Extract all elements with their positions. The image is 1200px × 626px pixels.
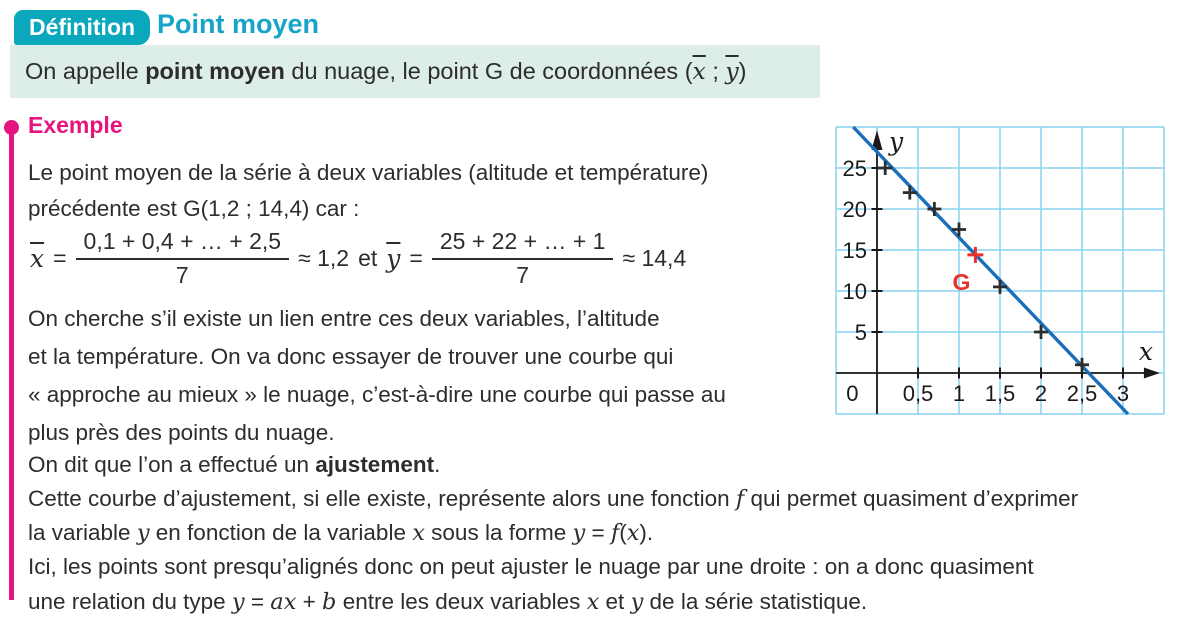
equals-sign: =	[53, 245, 67, 271]
paragraph-line: Cette courbe d’ajustement, si elle existe, représente alors une fonction f qui permet quasiment d’exprimer	[28, 486, 1079, 512]
fit-line	[853, 127, 1128, 414]
scatter-chart	[835, 126, 1165, 416]
paragraph-line: Ici, les points sont presqu’alignés donc on peut ajuster le nuage par une droite : on a donc quasiment	[28, 554, 1034, 579]
x-mean-fraction	[76, 228, 290, 289]
x-axis-arrow-icon	[1144, 368, 1160, 379]
x-tick-label: 1,5	[984, 381, 1016, 406]
y-mean-result: ≈ 14,4	[622, 245, 687, 271]
origin-label: 0	[846, 381, 859, 406]
x-bar-symbol: $\overline{x}$	[30, 244, 45, 273]
paragraph-line: une relation du type y = ax + b entre les deux variables x et y de la série statistique.	[28, 589, 868, 615]
x-axis-label: x	[1138, 337, 1154, 366]
paragraph-line: On cherche s’il existe un lien entre ces deux variables, l’altitude	[28, 306, 660, 331]
x-tick-label: 3	[1116, 381, 1130, 406]
x-fraction-numerator: 0,1 + 0,4 + … + 2,5	[76, 228, 290, 260]
definition-badge: Définition	[14, 10, 150, 45]
x-tick-label: 2,5	[1066, 381, 1098, 406]
example-left-rule	[9, 127, 14, 600]
x-fraction-denominator: 7	[175, 262, 189, 288]
y-fraction-numerator: 25 + 22 + … + 1	[432, 228, 614, 260]
y-tick-label: 20	[842, 197, 867, 222]
x-mean-result: ≈ 1,2	[298, 245, 350, 271]
definition-text: On appelle point moyen du nuage, le point G de coordonnées ($\overline{x}$ ; $\overline{y}$)	[10, 45, 820, 98]
y-bar-symbol: $\overline{y}$	[386, 244, 401, 273]
page-title: Point moyen	[157, 9, 320, 39]
example-heading: Exemple	[28, 112, 123, 138]
mean-point-label: G	[952, 268, 971, 295]
paragraph-line: et la température. On va donc essayer de trouver une courbe qui	[28, 344, 674, 369]
paragraph-line: plus près des points du nuage.	[28, 420, 335, 445]
y-tick-label: 10	[842, 279, 867, 304]
equals-sign: =	[409, 245, 423, 271]
paragraph-line: Le point moyen de la série à deux variables (altitude et température)	[28, 160, 709, 185]
mean-point-G	[952, 247, 983, 295]
paragraph-line: On dit que l’on a effectué un ajustement.	[28, 452, 441, 477]
y-axis-label: y	[889, 127, 904, 156]
x-tick-label: 2	[1034, 381, 1048, 406]
x-tick-label: 1	[952, 381, 966, 406]
x-tick-label: 0,5	[902, 381, 934, 406]
y-tick-label: 15	[842, 238, 867, 263]
mean-point-formula	[30, 228, 686, 289]
y-tick-label: 5	[854, 320, 867, 345]
y-fraction-denominator: 7	[516, 262, 530, 288]
paragraph-line: « approche au mieux » le nuage, c’est-à-dire une courbe qui passe au	[28, 382, 726, 407]
y-tick-label: 25	[842, 156, 867, 181]
y-mean-fraction	[432, 228, 614, 289]
paragraph-line: la variable y en fonction de la variable x sous la forme y = f(x).	[28, 520, 654, 546]
formula-connector: et	[358, 245, 378, 271]
paragraph-line: précédente est G(1,2 ; 14,4) car :	[28, 196, 360, 221]
